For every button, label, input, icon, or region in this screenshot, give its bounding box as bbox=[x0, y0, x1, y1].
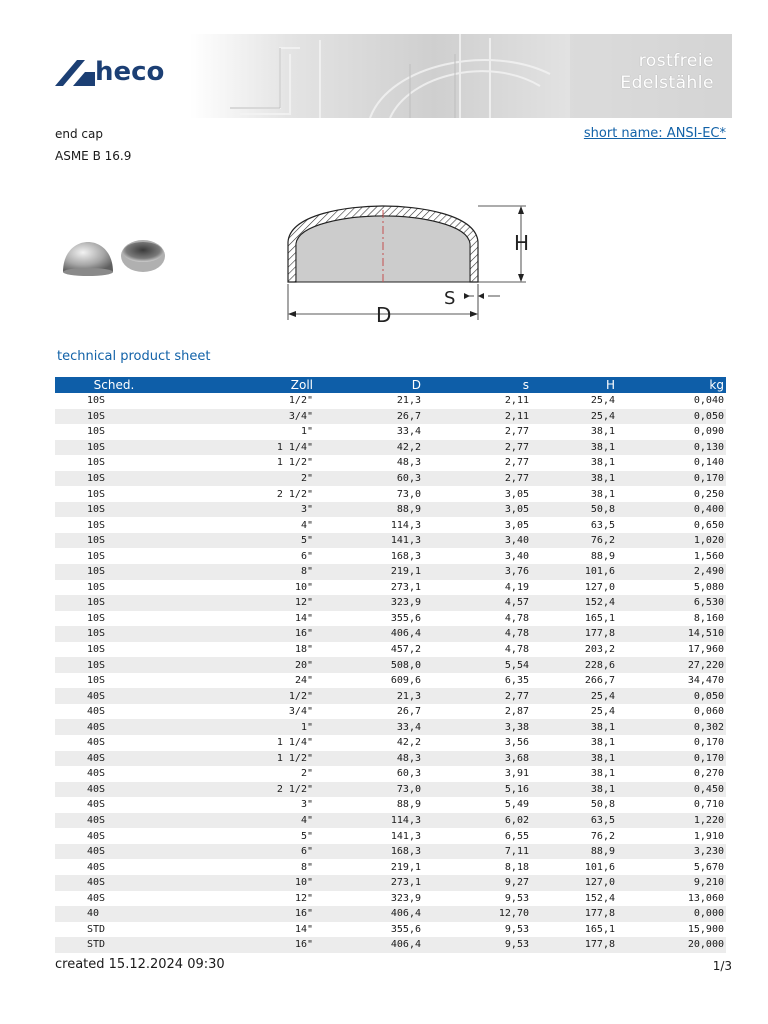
cell-kg: 0,090 bbox=[693, 426, 724, 438]
cell-sched: 10S bbox=[55, 626, 173, 642]
brand-name: heco bbox=[95, 57, 165, 87]
cell-d: 609,6 bbox=[390, 675, 421, 687]
cell-s: 4,19 bbox=[504, 581, 529, 593]
cell-d: 141,3 bbox=[390, 830, 421, 842]
table-row bbox=[55, 891, 726, 907]
cell-s: 2,77 bbox=[504, 426, 529, 438]
cell-sched: 10S bbox=[87, 395, 106, 407]
cell-d: 168,3 bbox=[315, 844, 423, 860]
cell-h: 38,1 bbox=[531, 751, 617, 767]
cell-sched: 40S bbox=[55, 751, 173, 767]
cell-h: 38,1 bbox=[590, 488, 615, 500]
cell-h: 25,4 bbox=[531, 409, 617, 425]
cell-kg: 0,650 bbox=[693, 519, 724, 531]
cell-s: 2,77 bbox=[504, 457, 529, 469]
table-row bbox=[55, 626, 726, 642]
cell-s: 12,70 bbox=[423, 906, 531, 922]
cell-sched: 40S bbox=[55, 875, 173, 891]
cell-sched: 10S bbox=[55, 440, 173, 456]
cell-zoll: 16" bbox=[173, 906, 315, 922]
heco-logo-mark-icon bbox=[55, 56, 95, 86]
cell-s: 6,55 bbox=[504, 830, 529, 842]
cell-d: 508,0 bbox=[315, 657, 423, 673]
cell-d: 406,4 bbox=[315, 937, 423, 953]
cell-sched: 10S bbox=[87, 644, 106, 656]
cell-zoll: 20" bbox=[173, 657, 315, 673]
cell-zoll: 1 1/4" bbox=[276, 737, 313, 749]
cell-s: 3,68 bbox=[423, 751, 531, 767]
cell-kg: 5,670 bbox=[693, 861, 724, 873]
cell-kg: 14,510 bbox=[617, 626, 726, 642]
cell-kg: 0,040 bbox=[693, 395, 724, 407]
cell-kg: 1,560 bbox=[693, 550, 724, 562]
cell-d: 457,2 bbox=[390, 644, 421, 656]
cell-s: 4,78 bbox=[504, 644, 529, 656]
table-row bbox=[55, 580, 726, 596]
cell-h: 38,1 bbox=[531, 440, 617, 456]
cell-kg: 0,170 bbox=[617, 471, 726, 487]
cell-d: 60,3 bbox=[315, 471, 423, 487]
cell-kg: 0,170 bbox=[693, 737, 724, 749]
header-banner bbox=[190, 34, 732, 118]
cell-s: 7,11 bbox=[423, 844, 531, 860]
table-row bbox=[55, 502, 726, 518]
cell-zoll: 8" bbox=[173, 564, 315, 580]
table-row bbox=[55, 424, 726, 440]
table-row bbox=[55, 875, 726, 891]
cell-d: 114,3 bbox=[315, 813, 423, 829]
cell-d: 21,3 bbox=[396, 395, 421, 407]
cell-zoll: 24" bbox=[294, 675, 313, 687]
cell-kg: 1,220 bbox=[617, 813, 726, 829]
cell-h: 152,4 bbox=[531, 595, 617, 611]
cell-h: 127,0 bbox=[584, 581, 615, 593]
cell-h: 63,5 bbox=[590, 519, 615, 531]
cell-kg: 34,470 bbox=[687, 675, 724, 687]
cell-d: 323,9 bbox=[315, 595, 423, 611]
cell-sched: 10S bbox=[55, 409, 173, 425]
cell-sched: 10S bbox=[87, 550, 106, 562]
cell-sched: 40S bbox=[55, 719, 173, 735]
cell-h: 38,1 bbox=[590, 457, 615, 469]
cell-h: 63,5 bbox=[531, 813, 617, 829]
cell-sched: 40S bbox=[87, 768, 106, 780]
cell-s: 2,11 bbox=[504, 395, 529, 407]
cell-d: 219,1 bbox=[390, 861, 421, 873]
cell-zoll: 2" bbox=[173, 471, 315, 487]
cell-h: 127,0 bbox=[531, 875, 617, 891]
cell-zoll: 14" bbox=[294, 923, 313, 935]
cell-h: 25,4 bbox=[590, 706, 615, 718]
cell-h: 152,4 bbox=[584, 892, 615, 904]
slogan-line-1: rostfreie bbox=[638, 51, 714, 71]
cell-s: 3,40 bbox=[504, 550, 529, 562]
cell-s: 4,78 bbox=[423, 626, 531, 642]
cell-h: 88,9 bbox=[531, 844, 617, 860]
created-timestamp: created 15.12.2024 09:30 bbox=[55, 957, 225, 972]
header-kg: kg bbox=[617, 377, 726, 393]
cell-sched: 10S bbox=[87, 581, 106, 593]
table-row bbox=[55, 486, 726, 502]
short-name-link[interactable]: short name: ANSI-EC* bbox=[583, 126, 726, 141]
cell-kg: 0,130 bbox=[617, 440, 726, 456]
label-h: H bbox=[514, 231, 530, 255]
cell-kg: 0,060 bbox=[693, 706, 724, 718]
cell-s: 9,27 bbox=[423, 875, 531, 891]
header-d: D bbox=[315, 377, 423, 393]
table-row bbox=[55, 782, 726, 798]
table-row bbox=[55, 719, 726, 735]
table-row bbox=[55, 797, 726, 813]
cell-d: 273,1 bbox=[315, 875, 423, 891]
table-row bbox=[55, 533, 726, 549]
cell-kg: 0,710 bbox=[693, 799, 724, 811]
cell-zoll: 16" bbox=[173, 626, 315, 642]
cell-zoll: 3" bbox=[300, 799, 313, 811]
cell-kg: 15,900 bbox=[687, 923, 724, 935]
cell-d: 48,3 bbox=[396, 457, 421, 469]
cell-zoll: 18" bbox=[294, 644, 313, 656]
cell-d: 60,3 bbox=[396, 768, 421, 780]
cell-kg: 0,140 bbox=[693, 457, 724, 469]
cell-h: 25,4 bbox=[590, 395, 615, 407]
cell-h: 38,1 bbox=[531, 719, 617, 735]
table-row bbox=[55, 564, 726, 580]
table-row bbox=[55, 595, 726, 611]
cell-s: 5,16 bbox=[423, 782, 531, 798]
table-row bbox=[55, 859, 726, 875]
end-cap-drawing-icon bbox=[278, 192, 538, 332]
cell-kg: 0,250 bbox=[693, 488, 724, 500]
cell-s: 3,56 bbox=[504, 737, 529, 749]
cell-s: 2,77 bbox=[423, 440, 531, 456]
cell-s: 3,40 bbox=[423, 533, 531, 549]
cell-d: 323,9 bbox=[390, 892, 421, 904]
cell-zoll: 3/4" bbox=[288, 706, 313, 718]
cell-kg: 6,530 bbox=[617, 595, 726, 611]
cell-h: 203,2 bbox=[584, 644, 615, 656]
cell-sched: 40S bbox=[87, 892, 106, 904]
table-row bbox=[55, 455, 726, 471]
cell-s: 3,05 bbox=[504, 519, 529, 531]
table-row bbox=[55, 828, 726, 844]
cell-kg: 0,270 bbox=[693, 768, 724, 780]
page-number: 1/3 bbox=[712, 959, 732, 973]
header-slogan bbox=[620, 50, 714, 94]
spec-table bbox=[55, 377, 726, 953]
cell-h: 50,8 bbox=[590, 799, 615, 811]
table-row bbox=[55, 393, 726, 409]
cell-s: 4,78 bbox=[504, 612, 529, 624]
header-sched: Sched. bbox=[55, 377, 173, 393]
cell-kg: 0,000 bbox=[617, 906, 726, 922]
cell-sched: 40S bbox=[87, 830, 106, 842]
cell-d: 48,3 bbox=[315, 751, 423, 767]
table-row bbox=[55, 657, 726, 673]
cell-kg: 8,160 bbox=[693, 612, 724, 624]
cell-zoll: 2 1/2" bbox=[173, 782, 315, 798]
product-name: end cap bbox=[55, 127, 103, 141]
cell-h: 177,8 bbox=[531, 906, 617, 922]
cell-zoll: 1/2" bbox=[173, 688, 315, 704]
cell-sched: 10S bbox=[55, 471, 173, 487]
cell-kg: 0,050 bbox=[617, 688, 726, 704]
table-row bbox=[55, 813, 726, 829]
table-row bbox=[55, 642, 726, 658]
cell-d: 406,4 bbox=[315, 906, 423, 922]
cell-kg: 17,960 bbox=[687, 644, 724, 656]
cell-d: 88,9 bbox=[396, 799, 421, 811]
cell-sched: 10S bbox=[87, 519, 106, 531]
cell-kg: 0,400 bbox=[617, 502, 726, 518]
cell-zoll: 10" bbox=[294, 581, 313, 593]
header-s: s bbox=[423, 377, 531, 393]
heco-logo bbox=[55, 52, 185, 92]
cell-d: 21,3 bbox=[315, 688, 423, 704]
cell-s: 2,77 bbox=[423, 688, 531, 704]
cell-d: 406,4 bbox=[315, 626, 423, 642]
cell-d: 114,3 bbox=[390, 519, 421, 531]
cell-s: 6,02 bbox=[423, 813, 531, 829]
cell-kg: 27,220 bbox=[617, 657, 726, 673]
cell-sched: 10S bbox=[87, 675, 106, 687]
cell-h: 38,1 bbox=[531, 782, 617, 798]
cell-kg: 1,910 bbox=[693, 830, 724, 842]
cell-zoll: 14" bbox=[294, 612, 313, 624]
cell-h: 25,4 bbox=[531, 688, 617, 704]
table-row bbox=[55, 471, 726, 487]
cell-sched: 10S bbox=[87, 457, 106, 469]
table-row bbox=[55, 548, 726, 564]
cell-zoll: 6" bbox=[173, 844, 315, 860]
cell-s: 3,05 bbox=[504, 488, 529, 500]
table-row bbox=[55, 844, 726, 860]
table-row bbox=[55, 922, 726, 938]
spec-table-body bbox=[55, 393, 726, 953]
cell-s: 3,76 bbox=[423, 564, 531, 580]
cell-sched: 10S bbox=[55, 657, 173, 673]
cell-d: 88,9 bbox=[315, 502, 423, 518]
cell-s: 3,91 bbox=[504, 768, 529, 780]
table-row bbox=[55, 704, 726, 720]
cell-s: 8,18 bbox=[504, 861, 529, 873]
cell-zoll: 8" bbox=[300, 861, 313, 873]
cell-h: 177,8 bbox=[531, 937, 617, 953]
cell-zoll: 12" bbox=[294, 892, 313, 904]
cell-s: 3,38 bbox=[423, 719, 531, 735]
cell-h: 50,8 bbox=[531, 502, 617, 518]
cell-d: 26,7 bbox=[315, 409, 423, 425]
cell-zoll: 1 1/4" bbox=[173, 440, 315, 456]
cell-sched: STD bbox=[87, 923, 106, 935]
table-header-row bbox=[55, 377, 726, 393]
cell-zoll: 1/2" bbox=[288, 395, 313, 407]
cell-zoll: 3/4" bbox=[173, 409, 315, 425]
product-standard: ASME B 16.9 bbox=[55, 149, 132, 163]
cell-sched: STD bbox=[55, 937, 173, 953]
cell-kg: 1,020 bbox=[617, 533, 726, 549]
cell-sched: 40S bbox=[55, 813, 173, 829]
table-row bbox=[55, 673, 726, 689]
cell-h: 38,1 bbox=[590, 426, 615, 438]
label-s: S bbox=[444, 288, 456, 309]
cell-zoll: 1" bbox=[173, 719, 315, 735]
cell-zoll: 12" bbox=[173, 595, 315, 611]
label-d: D bbox=[376, 303, 392, 327]
cell-sched: 10S bbox=[55, 595, 173, 611]
cell-sched: 40 bbox=[55, 906, 173, 922]
cell-s: 5,49 bbox=[504, 799, 529, 811]
cell-kg: 3,230 bbox=[617, 844, 726, 860]
cell-kg: 13,060 bbox=[687, 892, 724, 904]
cell-kg: 20,000 bbox=[617, 937, 726, 953]
cell-s: 6,35 bbox=[504, 675, 529, 687]
cell-zoll: 2 1/2" bbox=[276, 488, 313, 500]
cell-zoll: 2" bbox=[300, 768, 313, 780]
cell-h: 101,6 bbox=[531, 564, 617, 580]
cell-h: 38,1 bbox=[590, 737, 615, 749]
cell-s: 9,53 bbox=[504, 923, 529, 935]
cell-d: 219,1 bbox=[315, 564, 423, 580]
cell-d: 141,3 bbox=[315, 533, 423, 549]
cell-h: 177,8 bbox=[531, 626, 617, 642]
cell-h: 165,1 bbox=[584, 923, 615, 935]
cell-d: 33,4 bbox=[396, 426, 421, 438]
cell-h: 76,2 bbox=[531, 533, 617, 549]
cell-d: 273,1 bbox=[390, 581, 421, 593]
table-row bbox=[55, 611, 726, 627]
cell-sched: 10S bbox=[55, 533, 173, 549]
cell-d: 73,0 bbox=[315, 782, 423, 798]
cell-s: 2,87 bbox=[504, 706, 529, 718]
cell-kg: 5,080 bbox=[693, 581, 724, 593]
cell-d: 168,3 bbox=[390, 550, 421, 562]
cell-zoll: 5" bbox=[173, 533, 315, 549]
cell-h: 228,6 bbox=[531, 657, 617, 673]
table-row bbox=[55, 906, 726, 922]
cell-sched: 40S bbox=[55, 688, 173, 704]
cell-d: 42,2 bbox=[396, 737, 421, 749]
section-title: technical product sheet bbox=[57, 349, 211, 364]
end-cap-photo-icon bbox=[55, 212, 173, 296]
cell-kg: 0,302 bbox=[617, 719, 726, 735]
cell-s: 2,11 bbox=[423, 409, 531, 425]
cell-s: 2,77 bbox=[423, 471, 531, 487]
cell-sched: 10S bbox=[87, 612, 106, 624]
cell-zoll: 4" bbox=[173, 813, 315, 829]
cell-sched: 40S bbox=[87, 861, 106, 873]
cell-d: 355,6 bbox=[390, 923, 421, 935]
cell-d: 42,2 bbox=[315, 440, 423, 456]
cell-d: 73,0 bbox=[396, 488, 421, 500]
table-row bbox=[55, 766, 726, 782]
cell-zoll: 4" bbox=[300, 519, 313, 531]
cell-zoll: 6" bbox=[300, 550, 313, 562]
cell-zoll: 1" bbox=[300, 426, 313, 438]
cell-sched: 10S bbox=[55, 564, 173, 580]
table-row bbox=[55, 440, 726, 456]
cell-zoll: 16" bbox=[173, 937, 315, 953]
cell-s: 9,53 bbox=[504, 892, 529, 904]
cell-zoll: 10" bbox=[173, 875, 315, 891]
cell-zoll: 3" bbox=[173, 502, 315, 518]
table-row bbox=[55, 409, 726, 425]
cell-s: 9,53 bbox=[423, 937, 531, 953]
cell-sched: 10S bbox=[55, 502, 173, 518]
cell-h: 88,9 bbox=[590, 550, 615, 562]
cell-kg: 2,490 bbox=[617, 564, 726, 580]
cell-h: 76,2 bbox=[590, 830, 615, 842]
slogan-line-2: Edelstähle bbox=[620, 73, 714, 93]
table-row bbox=[55, 735, 726, 751]
cell-sched: 10S bbox=[87, 426, 106, 438]
cell-sched: 40S bbox=[55, 844, 173, 860]
cell-kg: 9,210 bbox=[617, 875, 726, 891]
cell-s: 5,54 bbox=[423, 657, 531, 673]
cell-s: 3,05 bbox=[423, 502, 531, 518]
table-row bbox=[55, 688, 726, 704]
cell-sched: 40S bbox=[87, 737, 106, 749]
table-row bbox=[55, 751, 726, 767]
table-row bbox=[55, 517, 726, 533]
cell-d: 355,6 bbox=[390, 612, 421, 624]
cell-kg: 0,450 bbox=[617, 782, 726, 798]
cell-kg: 0,050 bbox=[617, 409, 726, 425]
cell-h: 38,1 bbox=[590, 768, 615, 780]
cell-sched: 40S bbox=[87, 706, 106, 718]
cell-d: 33,4 bbox=[315, 719, 423, 735]
cell-zoll: 5" bbox=[300, 830, 313, 842]
cell-h: 101,6 bbox=[584, 861, 615, 873]
cell-s: 4,57 bbox=[423, 595, 531, 611]
cell-sched: 10S bbox=[87, 488, 106, 500]
cell-h: 38,1 bbox=[531, 471, 617, 487]
cell-kg: 0,170 bbox=[617, 751, 726, 767]
cell-h: 165,1 bbox=[584, 612, 615, 624]
cell-sched: 40S bbox=[55, 782, 173, 798]
cell-h: 266,7 bbox=[584, 675, 615, 687]
cell-zoll: 1 1/2" bbox=[173, 751, 315, 767]
cell-d: 26,7 bbox=[396, 706, 421, 718]
header-h: H bbox=[531, 377, 617, 393]
table-row bbox=[55, 937, 726, 953]
cell-sched: 40S bbox=[87, 799, 106, 811]
header-zoll: Zoll bbox=[173, 377, 315, 393]
cell-zoll: 1 1/2" bbox=[276, 457, 313, 469]
